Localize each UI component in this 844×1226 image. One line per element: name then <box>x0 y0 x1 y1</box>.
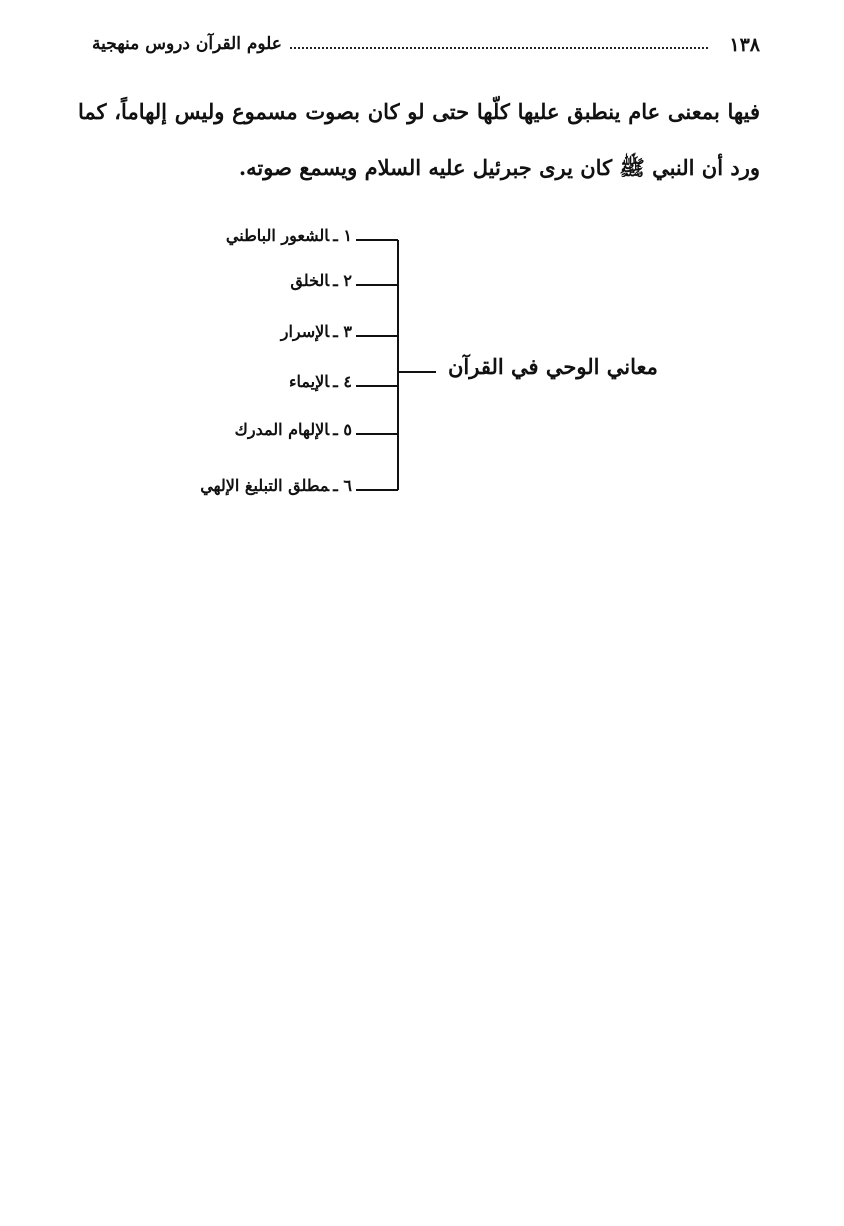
item-label: الإيماء <box>289 372 330 391</box>
item-number: ١ ـ <box>333 226 352 245</box>
page-number: ١٣٨ <box>729 34 760 56</box>
body-paragraph: فيها بمعنى عام ينطبق عليها كلّها حتى لو كان بصوت مسموع وليس إلهاماً، كما ورد أن النبي ﷺ كان يرى جبرئيل عليه السلام ويسمع صوته. <box>78 99 760 180</box>
diagram-item-3 <box>281 322 352 341</box>
item-number: ٤ ـ <box>333 372 352 391</box>
diagram-item-5 <box>235 420 352 439</box>
diagram-root-label: معاني الوحي في القرآن <box>448 354 658 379</box>
page-header <box>92 34 760 64</box>
item-label: الخلق <box>290 271 330 290</box>
diagram-item-2 <box>290 271 352 290</box>
item-number: ٢ ـ <box>333 271 352 290</box>
body-text <box>78 84 760 196</box>
item-label: الشعور الباطني <box>225 226 330 245</box>
item-number: ٣ ـ <box>333 322 352 341</box>
item-number: ٥ ـ <box>333 420 352 439</box>
item-label: مطلق التبليغ الإلهي <box>200 476 330 495</box>
item-label: الإسرار <box>280 322 330 341</box>
running-title: علوم القرآن دروس منهجية <box>92 34 282 54</box>
diagram-item-1 <box>226 226 352 245</box>
header-dotted-leader <box>290 47 708 49</box>
item-label: الإلهام المدرك <box>234 420 330 439</box>
diagram-item-6 <box>200 476 352 495</box>
item-number: ٦ ـ <box>333 476 352 495</box>
diagram-item-4 <box>289 372 352 391</box>
